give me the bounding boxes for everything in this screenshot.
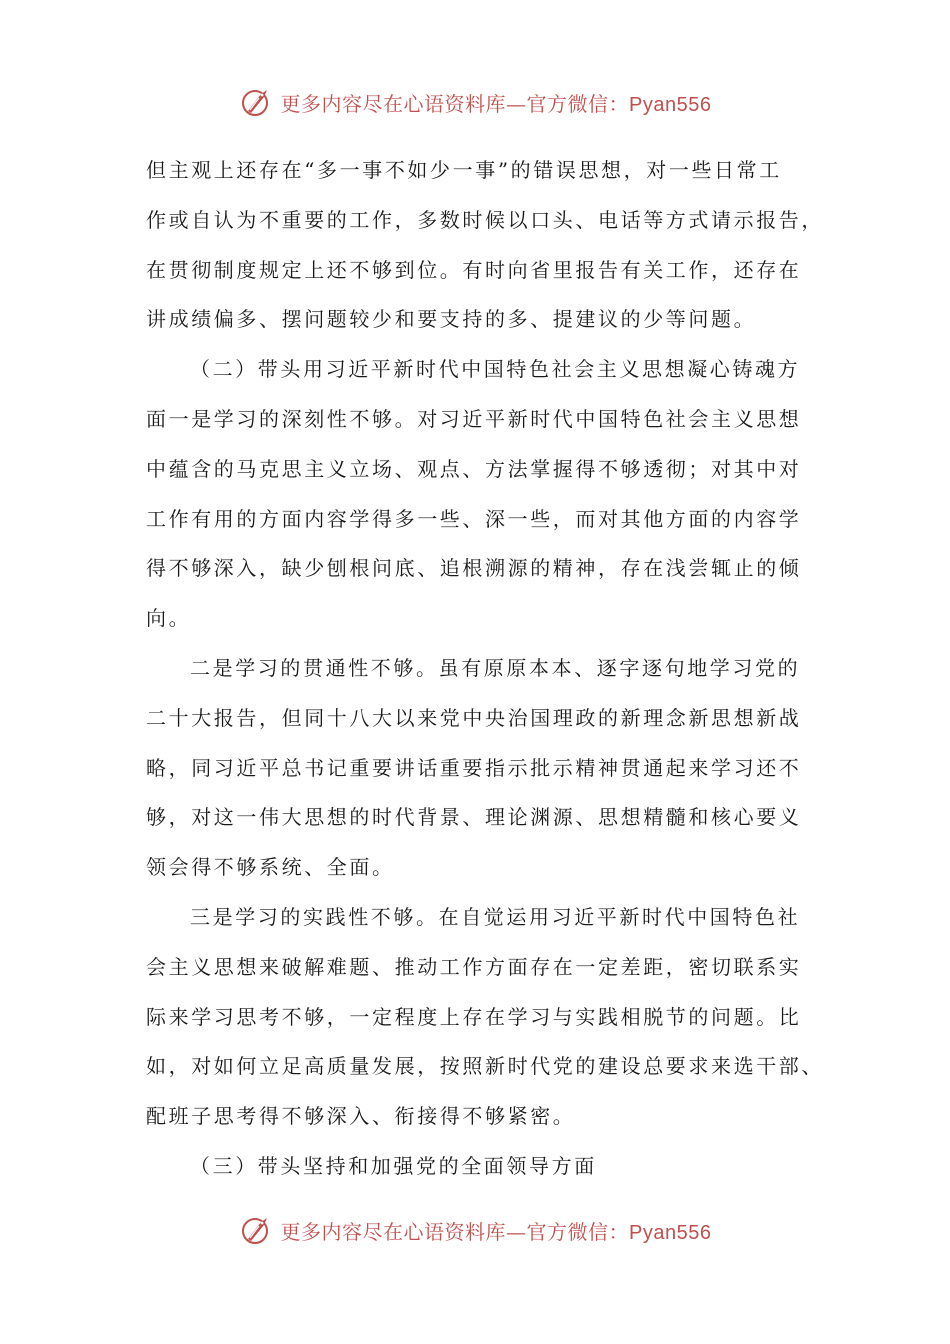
text-line: 讲成绩偏多、摆问题较少和要支持的多、提建议的少等问题。 [146, 307, 757, 332]
header-watermark-handle: Pyan556 [629, 93, 712, 116]
footer-watermark-handle: Pyan556 [629, 1221, 712, 1244]
text-line: 向。 [146, 606, 192, 631]
pen-nib-logo-icon [239, 1212, 275, 1248]
text-line: 工作有用的方面内容学得多一些、深一些，而对其他方面的内容学 [146, 506, 802, 531]
pen-nib-logo-icon [239, 84, 275, 120]
text-line: 面一是学习的深刻性不够。对习近平新时代中国特色社会主义思想 [146, 406, 802, 431]
paragraph-start: 二是学习的贯通性不够。虽有原原本本、逐字逐句地学习党的 [190, 655, 801, 680]
footer-watermark-text [281, 1216, 712, 1245]
text-line: 如，对如何立足高质量发展，按照新时代党的建设总要求来选干部、 [146, 1054, 824, 1079]
text-line: 中蕴含的马克思主义立场、观点、方法掌握得不够透彻；对其中对 [146, 456, 802, 481]
text-line: 略，同习近平总书记重要讲话重要指示批示精神贯通起来学习还不 [146, 755, 802, 780]
text-line: 作或自认为不重要的工作，多数时候以口头、电话等方式请示报告， [146, 207, 824, 232]
header-watermark [0, 82, 950, 122]
paragraph-start: 三是学习的实践性不够。在自觉运用习近平新时代中国特色社 [190, 904, 801, 929]
text-line: 会主义思想来破解难题、推动工作方面存在一定差距，密切联系实 [146, 954, 802, 979]
header-watermark-label: 更多内容尽在心语资料库—官方微信： [280, 91, 630, 116]
footer-watermark [0, 1210, 950, 1250]
footer-watermark-label: 更多内容尽在心语资料库—官方微信： [280, 1219, 630, 1244]
text-line: 配班子思考得不够深入、衔接得不够紧密。 [146, 1104, 576, 1129]
text-line: 际来学习思考不够，一定程度上存在学习与实践相脱节的问题。比 [146, 1004, 802, 1029]
text-line: 领会得不够系统、全面。 [146, 855, 395, 880]
text-line: 二十大报告，但同十八大以来党中央治国理政的新理念新思想新战 [146, 705, 802, 730]
text-line: 得不够深入，缺少刨根问底、追根溯源的精神，存在浅尝辄止的倾 [146, 556, 802, 581]
text-line: 在贯彻制度规定上还不够到位。有时向省里报告有关工作，还存在 [146, 257, 802, 282]
section-heading-3: （三）带头坚持和加强党的全面领导方面 [190, 1153, 597, 1178]
text-line: 够，对这一伟大思想的时代背景、理论渊源、思想精髓和核心要义 [146, 805, 802, 830]
section-heading-2: （二）带头用习近平新时代中国特色社会主义思想凝心铸魂方 [190, 357, 801, 382]
header-watermark-text [281, 88, 712, 117]
text-line: 但主观上还存在“多一事不如少一事”的错误思想，对一些日常工 [146, 158, 782, 182]
document-body [146, 146, 824, 1192]
